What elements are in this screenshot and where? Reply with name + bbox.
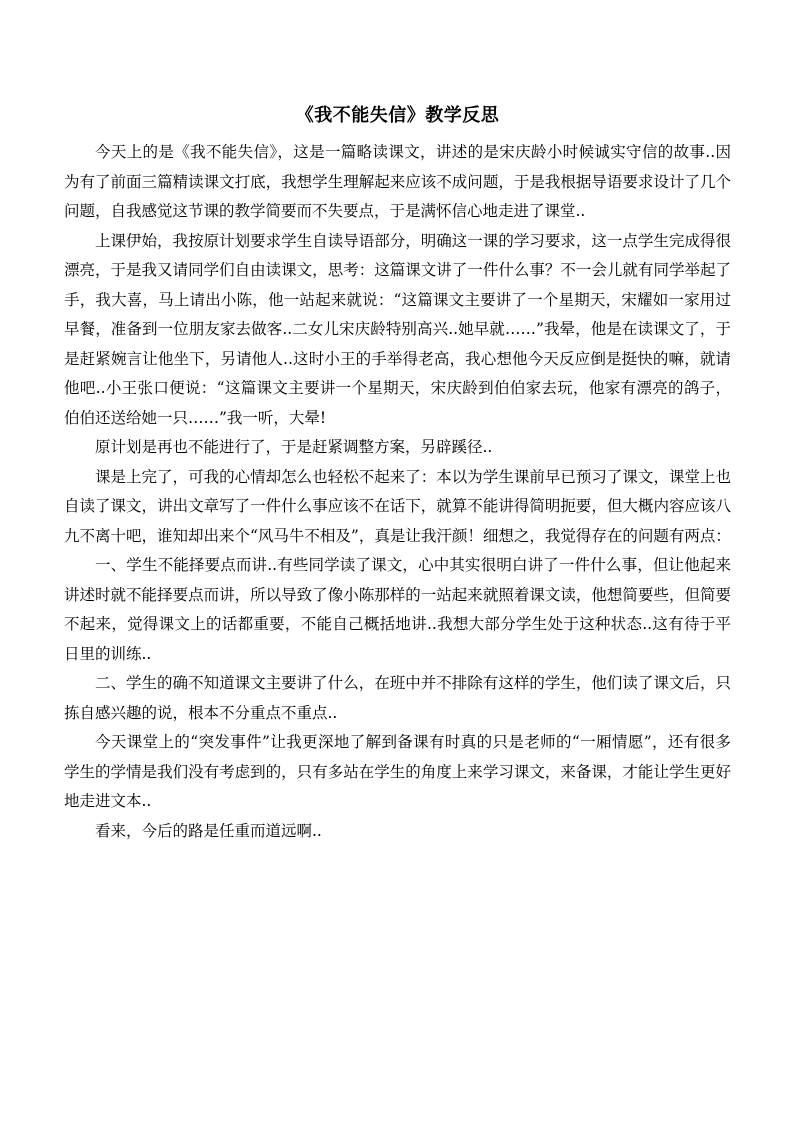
document-body (64, 100, 731, 846)
paragraph-conclusion: 看来，今后的路是任重而道远啊.. (95, 821, 322, 840)
paragraph-lesson-learned: 今天课堂上的“突发事件”让我更深地了解到备课有时真的只是老师的“一厢情愿”，还有很多学生的学情是我们没有考虑到的，只有多站在学生的角度上来学习课文，来备课，才能让学生更好地走进文本.. (64, 733, 731, 810)
paragraph-plan-change: 原计划是再也不能进行了，于是赶紧调整方案，另辟蹊径.. (95, 438, 493, 456)
paragraph-problem-one: 一、学生不能择要点而讲..有些同学读了课文，心中其实很明白讲了一件什么事，但让他起来讲述时就不能择要点而讲，所以导致了像小陈那样的一站起来就照着课文读，他想简要些，但简要不起来，觉得课文上的话都重要，不能自己概括地讲..我想大部分学生处于这种状态..这有待于平日里的训练.. (64, 556, 731, 663)
paragraph-problem-two: 二、学生的确不知道课文主要讲了什么，在班中并不排除有这样的学生，他们读了课文后，只拣自感兴趣的说，根本不分重点不重点.. (64, 674, 731, 722)
paragraph-reflection: 课是上完了，可我的心情却怎么也轻松不起来了：本以为学生课前早已预习了课文，课堂上也自读了课文，讲出文章写了一件什么事应该不在话下，就算不能讲得简明扼要，但大概内容应该八九不离十吧，谁知却出来个“风马牛不相及”，真是让我汗颜！细想之，我觉得存在的问题有两点： (64, 467, 731, 545)
paragraph-class-story: 上课伊始，我按原计划要求学生自读导语部分，明确这一课的学习要求，这一点学生完成得很漂亮，于是我又请同学们自由读课文，思考：这篇课文讲了一件什么事？不一会儿就有同学举起了手，我大喜，马上请出小陈，他一站起来就说：“这篇课文主要讲了一个星期天，宋耀如一家用过早餐，准备到一位朋友家去做客..二女儿宋庆龄特别高兴..她早就……”我晕，他是在读课文了，于是赶紧婉言让他坐下，另请他人..这时小王的手举得老高，我心想他今天反应倒是挺快的嘛，就请他吧..小王张口便说：“这篇课文主要讲一个星期天，宋庆龄到伯伯家去玩，他家有漂亮的鸽子，伯伯还送给她一只……”我一听，大晕! (64, 231, 731, 427)
paragraph-intro: 今天上的是《我不能失信》，这是一篇略读课文，讲述的是宋庆龄小时候诚实守信的故事..因为有了前面三篇精读课文打底，我想学生理解起来应该不成问题，于是我根据导语要求设计了几个问题，自我感觉这节课的教学简要而不失要点，于是满怀信心地走进了课堂.. (64, 143, 731, 220)
document-title: 《我不能失信》教学反思 (295, 105, 500, 126)
